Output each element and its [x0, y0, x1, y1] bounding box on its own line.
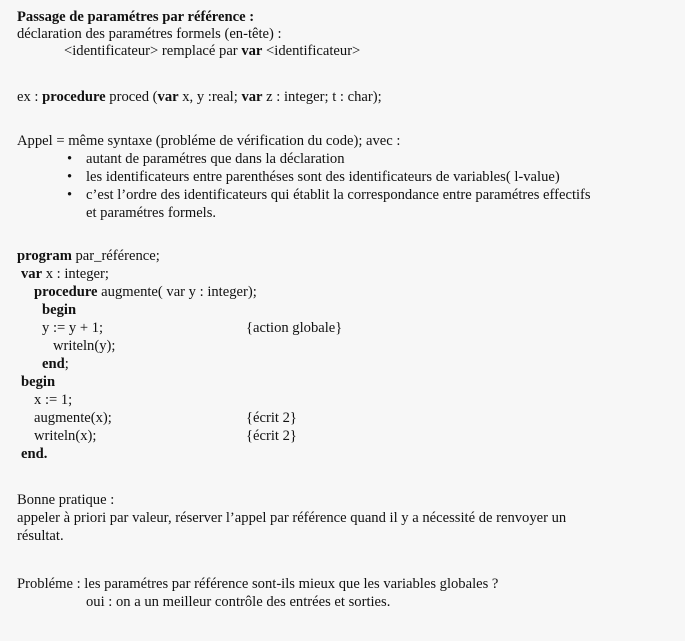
code-comment-action: {action globale}	[246, 320, 343, 336]
code-main-begin: begin	[21, 374, 56, 390]
appel-intro: Appel = même syntaxe (probléme de vérification du code); avec :	[17, 133, 401, 149]
code-call-augmente: augmente(x);	[34, 410, 112, 426]
appel-bullet: • autant de paramétres que dans la déclaration	[86, 151, 345, 168]
code-program-line: program par_référence;	[17, 248, 160, 264]
appel-bullet: • c’est l’ordre des identificateurs qui établit la correspondance entre paramétres effectifs	[86, 187, 591, 204]
declaration-detail: <identificateur> remplacé par var <identificateur>	[64, 43, 361, 59]
code-assign-x: x := 1;	[34, 392, 73, 408]
section-title: Passage de paramétres par référence :	[17, 9, 255, 25]
declaration-intro: déclaration des paramétres formels (en-tête) :	[17, 26, 282, 42]
code-assign-y: y := y + 1;	[42, 320, 104, 336]
code-comment-ecrit: {écrit 2}	[246, 428, 297, 444]
code-proc-begin: begin	[42, 302, 77, 318]
code-procedure-line: procedure augmente( var y : integer);	[34, 284, 257, 300]
bonne-pratique-text: résultat.	[17, 528, 64, 544]
code-final-end: end.	[21, 446, 48, 462]
probleme-question: Probléme : les paramétres par référence sont-ils mieux que les variables globales ?	[17, 576, 499, 592]
code-writeln-y: writeln(y);	[53, 338, 116, 354]
bonne-pratique-title: Bonne pratique :	[17, 492, 115, 508]
probleme-answer: oui : on a un meilleur contrôle des entrées et sorties.	[86, 594, 391, 610]
appel-bullet: • les identificateurs entre parenthéses sont des identificateurs de variables( l-value)	[86, 169, 560, 186]
code-writeln-x: writeln(x);	[34, 428, 97, 444]
example-line: ex : procedure proced (var x, y :real; var z : integer; t : char);	[17, 89, 382, 105]
code-comment-ecrit: {écrit 2}	[246, 410, 297, 426]
code-proc-end: end;	[42, 356, 69, 372]
bonne-pratique-text: appeler à priori par valeur, réserver l’appel par référence quand il y a nécessité de renvoyer un	[17, 510, 567, 526]
appel-bullet-continuation: et paramétres formels.	[86, 205, 217, 221]
code-var-line: var x : integer;	[21, 266, 109, 282]
